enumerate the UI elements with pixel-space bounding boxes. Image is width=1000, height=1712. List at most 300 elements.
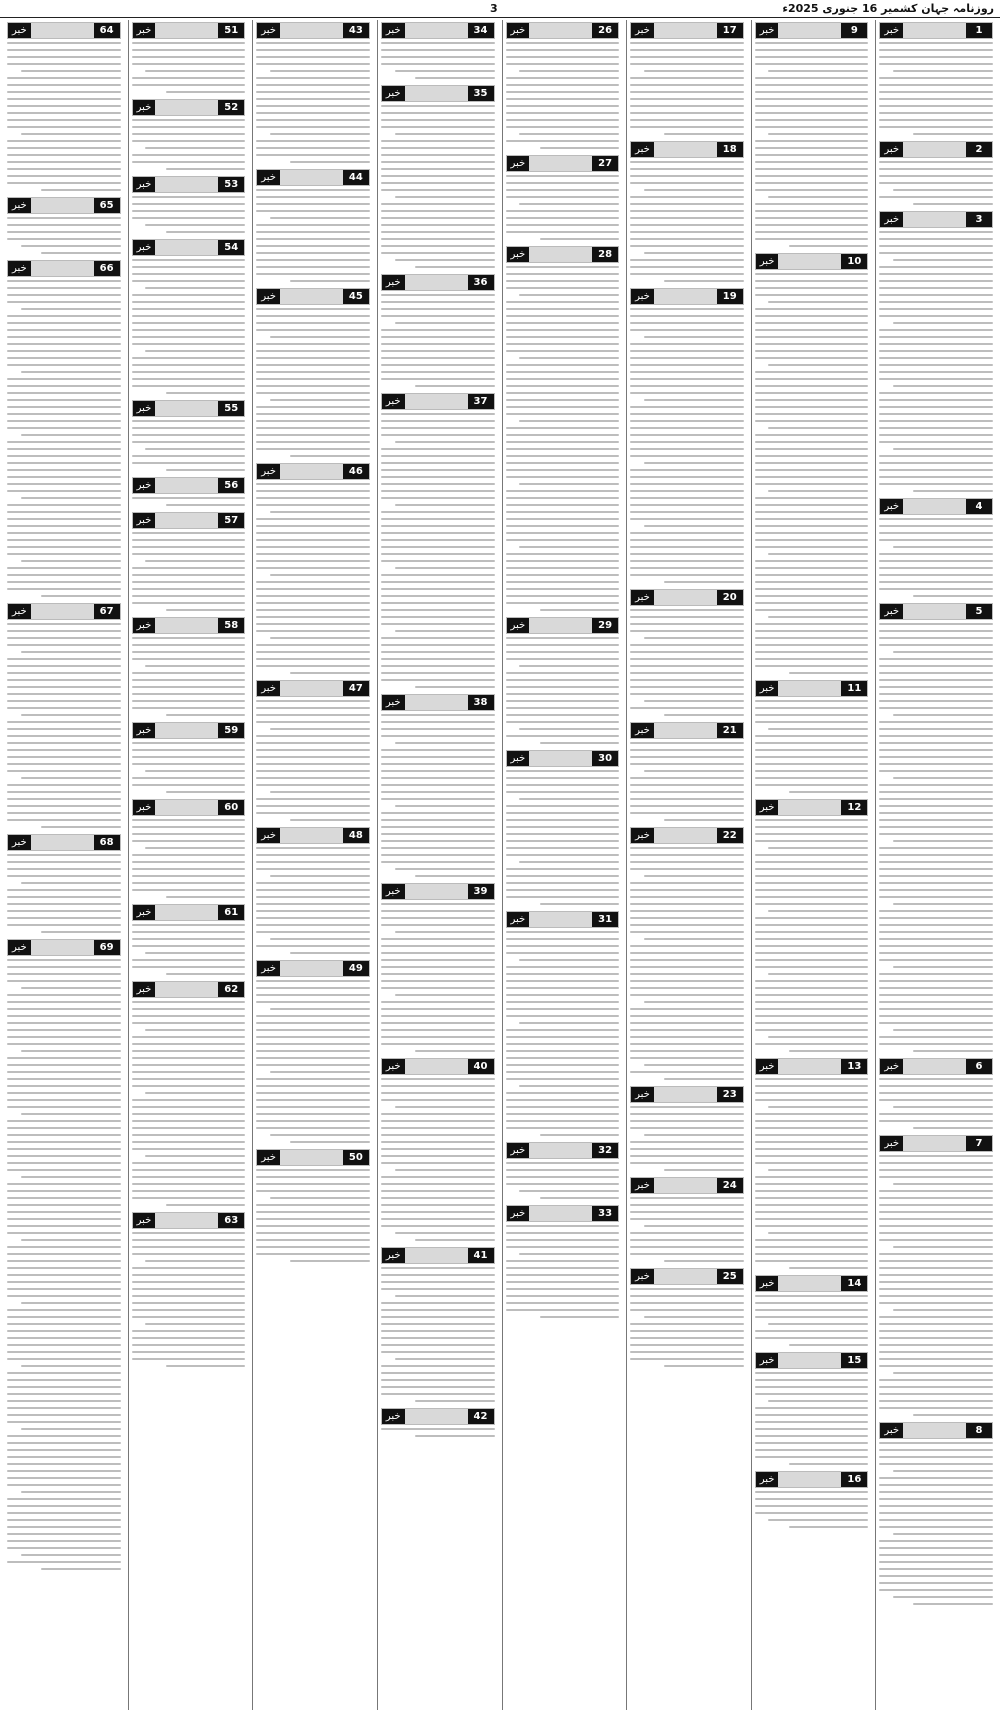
item-body-text <box>256 700 370 821</box>
text-line <box>7 42 121 44</box>
text-line <box>256 1085 370 1087</box>
text-line <box>256 987 370 989</box>
text-line <box>7 1190 121 1192</box>
text-line <box>7 322 121 324</box>
text-line <box>755 504 869 506</box>
text-line <box>630 490 744 492</box>
text-line <box>132 1190 246 1192</box>
text-line <box>630 322 744 324</box>
text-line <box>506 1127 620 1129</box>
item-label: خبر <box>133 401 156 416</box>
text-line <box>132 1050 246 1052</box>
item-header-bar <box>132 1212 246 1229</box>
text-line <box>132 1309 246 1311</box>
text-line <box>7 280 121 282</box>
text-line <box>506 658 620 660</box>
item-body-text <box>7 42 121 191</box>
text-line <box>879 476 993 478</box>
text-line <box>166 973 246 975</box>
text-line <box>21 1050 121 1052</box>
text-line <box>270 511 370 513</box>
text-line <box>145 287 245 289</box>
text-line <box>644 70 744 72</box>
news-item <box>381 883 495 1052</box>
text-line <box>879 1379 993 1381</box>
news-item <box>506 1205 620 1318</box>
item-header-bar <box>132 99 246 116</box>
text-line <box>7 168 121 170</box>
text-line <box>506 980 620 982</box>
item-header-bar <box>7 260 121 277</box>
text-line <box>381 126 495 128</box>
text-line <box>7 455 121 457</box>
text-line <box>755 462 869 464</box>
text-line <box>879 1575 993 1577</box>
text-line <box>893 189 993 191</box>
text-line <box>415 875 495 877</box>
text-line <box>7 1036 121 1038</box>
text-line <box>7 539 121 541</box>
item-header-bar <box>132 176 246 193</box>
text-line <box>7 770 121 772</box>
text-line <box>506 189 620 191</box>
text-line <box>381 175 495 177</box>
news-item <box>256 680 370 821</box>
text-line <box>768 1232 868 1234</box>
text-line <box>132 1330 246 1332</box>
item-number: 7 <box>966 1136 992 1151</box>
text-line <box>630 231 744 233</box>
item-header-bar <box>879 211 993 228</box>
text-line <box>506 637 620 639</box>
text-line <box>132 329 246 331</box>
text-line <box>132 77 246 79</box>
text-line <box>7 959 121 961</box>
text-line <box>256 350 370 352</box>
text-line <box>879 1393 993 1395</box>
text-line <box>879 875 993 877</box>
text-line <box>630 665 744 667</box>
text-line <box>21 1239 121 1241</box>
text-line <box>7 1064 121 1066</box>
text-line <box>644 1134 744 1136</box>
text-line <box>395 259 495 261</box>
text-line <box>879 1218 993 1220</box>
item-header-bar <box>506 155 620 172</box>
text-line <box>7 1498 121 1500</box>
news-item <box>132 904 246 975</box>
text-line <box>7 420 121 422</box>
text-line <box>7 896 121 898</box>
text-line <box>630 1239 744 1241</box>
text-line <box>630 217 744 219</box>
text-line <box>506 49 620 51</box>
text-line <box>630 1022 744 1024</box>
item-number: 36 <box>468 275 494 290</box>
text-line <box>879 420 993 422</box>
text-line <box>879 1477 993 1479</box>
text-line <box>630 1344 744 1346</box>
text-line <box>381 966 495 968</box>
news-item <box>630 22 744 135</box>
text-line <box>256 798 370 800</box>
text-line <box>755 1148 869 1150</box>
text-line <box>256 581 370 583</box>
text-line <box>506 1239 620 1241</box>
text-line <box>381 1183 495 1185</box>
text-line <box>270 217 370 219</box>
text-line <box>270 336 370 338</box>
text-line <box>755 1085 869 1087</box>
text-line <box>7 1225 121 1227</box>
text-line <box>7 588 121 590</box>
text-line <box>630 1155 744 1157</box>
item-body-text <box>879 231 993 492</box>
text-line <box>132 1344 246 1346</box>
text-line <box>132 651 246 653</box>
text-line <box>381 252 495 254</box>
item-header-bar <box>506 911 620 928</box>
text-line <box>879 749 993 751</box>
item-body-text <box>630 1288 744 1367</box>
news-item <box>630 589 744 716</box>
text-line <box>381 308 495 310</box>
text-line <box>755 224 869 226</box>
text-line <box>630 168 744 170</box>
text-line <box>644 336 744 338</box>
item-header-bar <box>256 960 370 977</box>
text-line <box>381 1351 495 1353</box>
text-line <box>7 672 121 674</box>
text-line <box>879 945 993 947</box>
item-label: خبر <box>257 1150 280 1165</box>
text-line <box>879 1260 993 1262</box>
text-line <box>630 1050 744 1052</box>
item-number: 3 <box>966 212 992 227</box>
item-header-bar <box>381 85 495 102</box>
item-number: 27 <box>592 156 618 171</box>
text-line <box>395 441 495 443</box>
masthead-rule <box>0 17 1000 18</box>
text-line <box>145 665 245 667</box>
text-line <box>630 1197 744 1199</box>
text-line <box>7 287 121 289</box>
text-line <box>381 1372 495 1374</box>
text-line <box>506 406 620 408</box>
text-line <box>630 1071 744 1073</box>
text-line <box>879 175 993 177</box>
text-line <box>7 56 121 58</box>
text-line <box>755 168 869 170</box>
text-line <box>132 1148 246 1150</box>
text-line <box>755 511 869 513</box>
text-line <box>41 1568 121 1570</box>
text-line <box>132 749 246 751</box>
text-line <box>630 112 744 114</box>
text-line <box>7 966 121 968</box>
text-line <box>506 707 620 709</box>
text-line <box>630 56 744 58</box>
text-line <box>145 448 245 450</box>
text-line <box>381 245 495 247</box>
text-line <box>755 980 869 982</box>
text-line <box>132 385 246 387</box>
text-line <box>7 1470 121 1472</box>
text-line <box>630 931 744 933</box>
text-line <box>41 189 121 191</box>
text-line <box>7 182 121 184</box>
item-label: خبر <box>133 513 156 528</box>
text-line <box>132 1253 246 1255</box>
text-line <box>879 931 993 933</box>
text-line <box>630 406 744 408</box>
text-line <box>506 1092 620 1094</box>
text-line <box>506 686 620 688</box>
text-line <box>879 693 993 695</box>
text-line <box>395 322 495 324</box>
text-line <box>7 1274 121 1276</box>
text-line <box>256 91 370 93</box>
item-number: 13 <box>841 1059 867 1074</box>
text-line <box>506 182 620 184</box>
item-body-text <box>755 273 869 674</box>
text-line <box>381 119 495 121</box>
text-line <box>7 483 121 485</box>
text-line <box>755 1330 869 1332</box>
text-line <box>879 539 993 541</box>
text-line <box>755 882 869 884</box>
text-line <box>879 784 993 786</box>
text-line <box>519 1253 619 1255</box>
text-line <box>879 679 993 681</box>
news-item <box>256 22 370 163</box>
text-line <box>879 1197 993 1199</box>
text-line <box>879 987 993 989</box>
text-line <box>256 630 370 632</box>
text-line <box>630 1029 744 1031</box>
text-line <box>132 539 246 541</box>
item-body-text <box>755 1491 869 1528</box>
text-line <box>506 231 620 233</box>
text-line <box>270 1071 370 1073</box>
text-line <box>7 742 121 744</box>
text-line <box>381 161 495 163</box>
text-line <box>256 154 370 156</box>
text-line <box>506 553 620 555</box>
text-line <box>630 756 744 758</box>
text-line <box>381 1386 495 1388</box>
text-line <box>630 308 744 310</box>
text-line <box>630 224 744 226</box>
news-item <box>630 141 744 282</box>
text-line <box>7 504 121 506</box>
text-line <box>644 938 744 940</box>
item-number: 39 <box>468 884 494 899</box>
text-line <box>145 224 245 226</box>
text-line <box>7 1519 121 1521</box>
news-item <box>256 827 370 954</box>
text-line <box>755 959 869 961</box>
item-number: 45 <box>343 289 369 304</box>
text-line <box>879 574 993 576</box>
text-line <box>145 1323 245 1325</box>
text-line <box>381 1267 495 1269</box>
item-label: خبر <box>382 394 405 409</box>
text-line <box>755 903 869 905</box>
text-line <box>755 735 869 737</box>
item-label: خبر <box>756 681 779 696</box>
text-line <box>7 1057 121 1059</box>
text-line <box>755 287 869 289</box>
text-line <box>540 903 620 905</box>
text-line <box>381 1092 495 1094</box>
item-header-bar <box>7 834 121 851</box>
text-line <box>630 1323 744 1325</box>
text-line <box>879 1456 993 1458</box>
text-line <box>256 77 370 79</box>
text-line <box>630 1358 744 1360</box>
text-line <box>755 308 869 310</box>
text-line <box>7 574 121 576</box>
text-line <box>145 147 245 149</box>
text-line <box>755 630 869 632</box>
text-line <box>132 700 246 702</box>
item-header-bar <box>132 799 246 816</box>
text-line <box>132 840 246 842</box>
item-header-bar <box>132 512 246 529</box>
text-line <box>21 133 121 135</box>
text-line <box>506 175 620 177</box>
text-line <box>879 245 993 247</box>
text-line <box>755 532 869 534</box>
text-line <box>381 1344 495 1346</box>
text-line <box>506 427 620 429</box>
text-line <box>132 427 246 429</box>
text-line <box>893 70 993 72</box>
text-line <box>7 1071 121 1073</box>
text-line <box>630 350 744 352</box>
text-line <box>506 455 620 457</box>
text-line <box>506 574 620 576</box>
news-item <box>256 463 370 674</box>
text-line <box>630 546 744 548</box>
text-line <box>7 686 121 688</box>
text-line <box>7 392 121 394</box>
text-line <box>132 49 246 51</box>
text-line <box>630 476 744 478</box>
text-line <box>256 847 370 849</box>
news-item <box>132 512 246 611</box>
text-line <box>506 1064 620 1066</box>
item-body-text <box>256 42 370 163</box>
text-line <box>381 371 495 373</box>
text-line <box>381 1379 495 1381</box>
item-number: 63 <box>218 1213 244 1228</box>
text-line <box>630 896 744 898</box>
text-line <box>145 1260 245 1262</box>
text-line <box>879 77 993 79</box>
news-column <box>252 20 373 1710</box>
text-line <box>395 1232 495 1234</box>
text-line <box>7 630 121 632</box>
item-label: خبر <box>880 212 903 227</box>
text-line <box>768 364 868 366</box>
text-line <box>290 1141 370 1143</box>
text-line <box>879 560 993 562</box>
text-line <box>7 819 121 821</box>
text-line <box>395 994 495 996</box>
text-line <box>893 651 993 653</box>
text-line <box>7 763 121 765</box>
text-line <box>506 399 620 401</box>
text-line <box>381 637 495 639</box>
text-line <box>630 378 744 380</box>
text-line <box>7 476 121 478</box>
text-line <box>755 140 869 142</box>
text-line <box>381 1281 495 1283</box>
text-line <box>879 973 993 975</box>
text-line <box>755 1092 869 1094</box>
item-label: خبر <box>756 23 779 38</box>
text-line <box>256 406 370 408</box>
text-line <box>7 700 121 702</box>
text-line <box>879 700 993 702</box>
text-line <box>381 1323 495 1325</box>
text-line <box>879 805 993 807</box>
text-line <box>755 112 869 114</box>
text-line <box>789 791 869 793</box>
text-line <box>7 511 121 513</box>
text-line <box>893 322 993 324</box>
text-line <box>381 833 495 835</box>
text-line <box>506 140 620 142</box>
text-line <box>7 1407 121 1409</box>
text-line <box>132 1113 246 1115</box>
text-line <box>256 315 370 317</box>
text-line <box>132 1043 246 1045</box>
item-number: 47 <box>343 681 369 696</box>
item-number: 35 <box>468 86 494 101</box>
text-line <box>132 854 246 856</box>
news-item <box>381 22 495 79</box>
text-line <box>540 1316 620 1318</box>
item-header-bar <box>7 603 121 620</box>
text-line <box>879 1008 993 1010</box>
text-line <box>755 819 869 821</box>
text-line <box>381 770 495 772</box>
text-line <box>132 441 246 443</box>
text-line <box>21 651 121 653</box>
item-number: 61 <box>218 905 244 920</box>
text-line <box>506 826 620 828</box>
text-line <box>630 644 744 646</box>
text-line <box>789 1050 869 1052</box>
item-body-text <box>506 1225 620 1318</box>
text-line <box>630 98 744 100</box>
text-line <box>664 714 744 716</box>
text-line <box>768 1036 868 1038</box>
text-line <box>132 1064 246 1066</box>
item-label: خبر <box>133 100 156 115</box>
text-line <box>256 1246 370 1248</box>
text-line <box>381 140 495 142</box>
item-header-bar <box>132 239 246 256</box>
text-line <box>381 1141 495 1143</box>
item-label: خبر <box>257 289 280 304</box>
news-item <box>132 176 246 233</box>
text-line <box>879 1491 993 1493</box>
text-line <box>789 1267 869 1269</box>
